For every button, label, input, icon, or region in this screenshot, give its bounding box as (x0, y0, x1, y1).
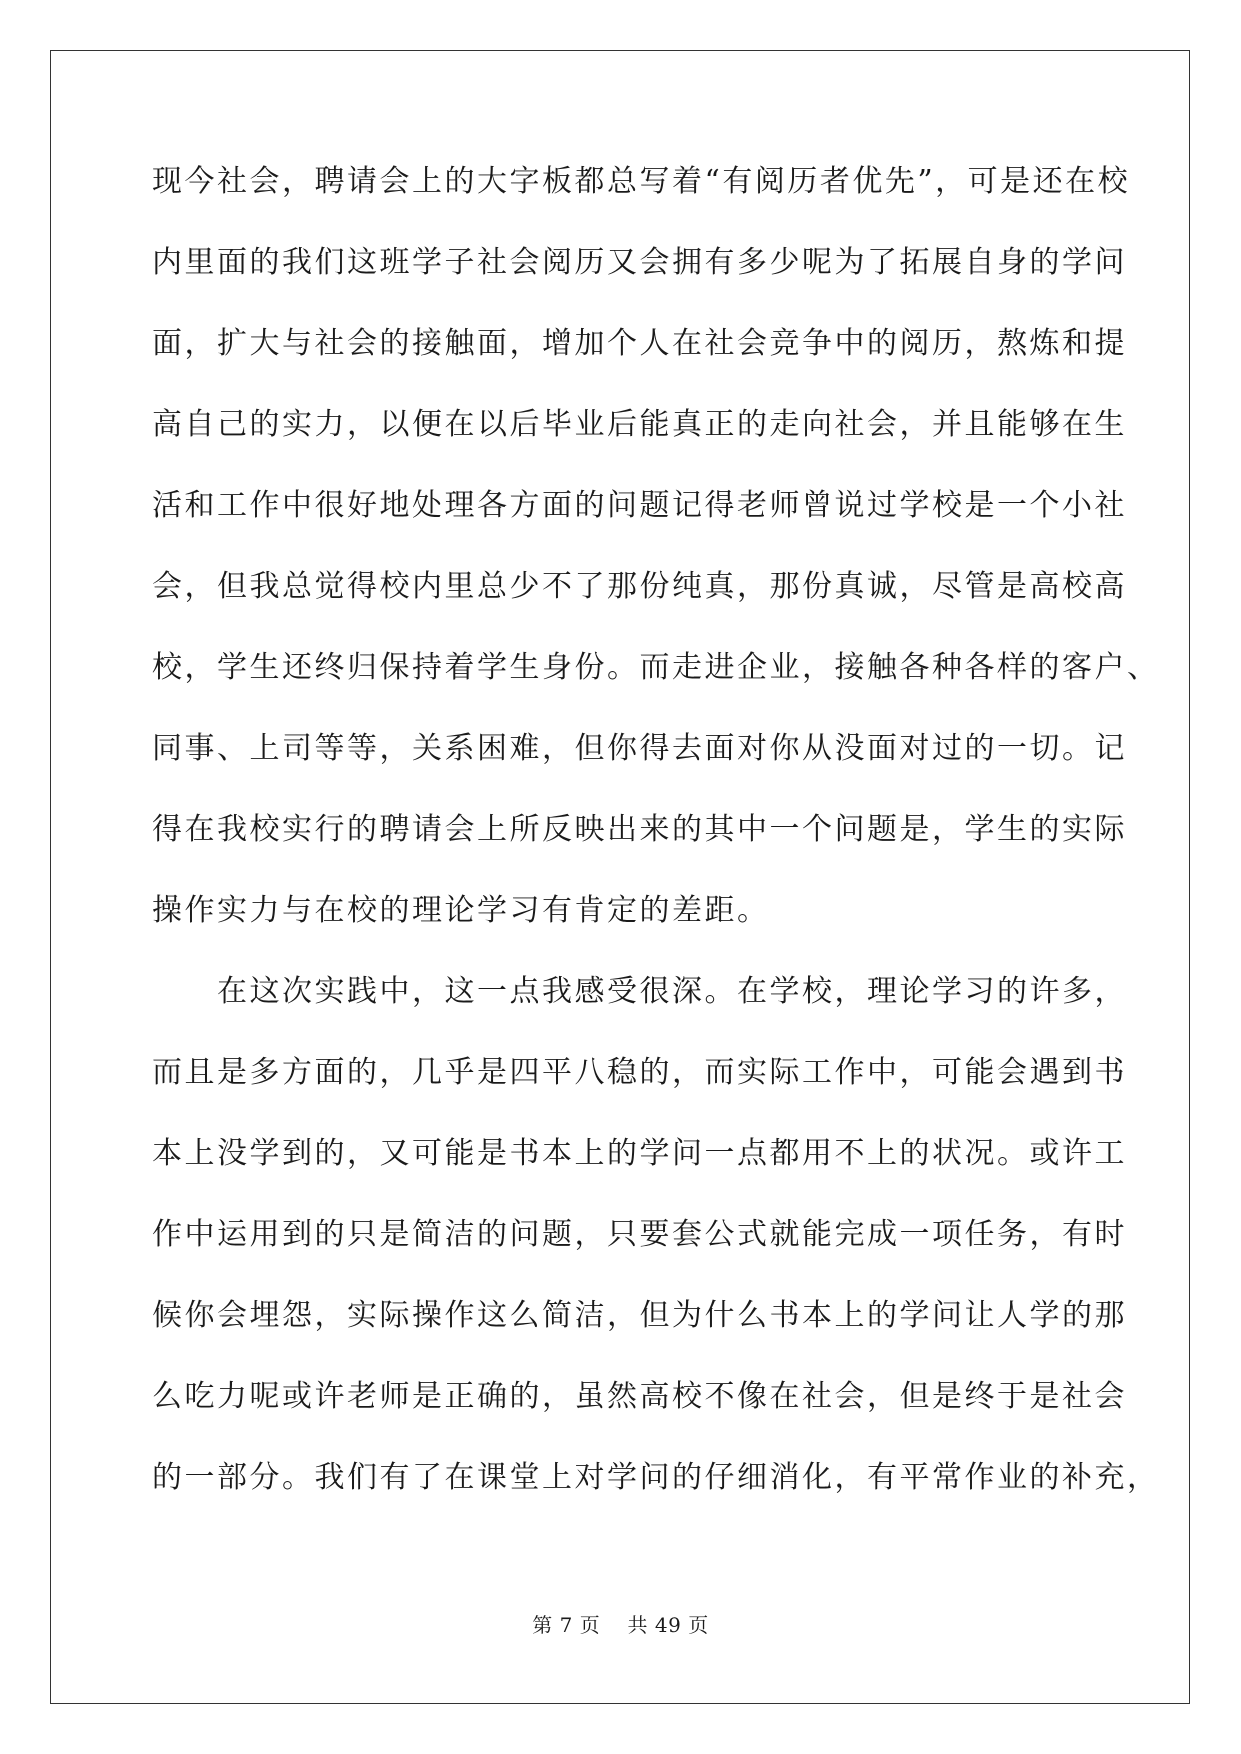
text-line: 现今社会，聘请会上的大字板都总写着“有阅历者优先”，可是还在校 (152, 164, 1131, 199)
text-line: 而且是多方面的，几乎是四平八稳的，而实际工作中，可能会遇到书 (152, 1055, 1127, 1090)
text-line: 么吃力呢或许老师是正确的，虽然高校不像在社会，但是终于是社会 (152, 1379, 1127, 1414)
text-line: 作中运用到的只是简洁的问题，只要套公式就能完成一项任务，有时 (152, 1217, 1127, 1252)
text-line: 会，但我总觉得校内里总少不了那份纯真，那份真诚，尽管是高校高 (152, 569, 1127, 604)
text-line: 高自己的实力，以便在以后毕业后能真正的走向社会，并且能够在生 (152, 407, 1127, 442)
text-line: 活和工作中很好地处理各方面的问题记得老师曾说过学校是一个小社 (152, 488, 1127, 523)
text-line: 操作实力与在校的理论学习有肯定的差距。 (152, 893, 770, 928)
text-line: 面，扩大与社会的接触面，增加个人在社会竞争中的阅历，熬炼和提 (152, 326, 1127, 361)
document-body (152, 162, 1160, 1539)
text-line: 的一部分。我们有了在课堂上对学问的仔细消化，有平常作业的补充， (152, 1460, 1160, 1495)
text-line: 内里面的我们这班学子社会阅历又会拥有多少呢为了拓展自身的学问 (152, 245, 1127, 280)
text-line: 得在我校实行的聘请会上所反映出来的其中一个问题是，学生的实际 (152, 812, 1127, 847)
page-number-footer: 第 7 页 共 49 页 (532, 1613, 709, 1637)
text-line: 同事、上司等等，关系困难，但你得去面对你从没面对过的一切。记 (152, 731, 1127, 766)
text-line: 候你会埋怨，实际操作这么简洁，但为什么书本上的学问让人学的那 (152, 1298, 1127, 1333)
text-line: 在这次实践中，这一点我感受很深。在学校，理论学习的许多， (152, 974, 1127, 1009)
text-line: 校，学生还终归保持着学生身份。而走进企业，接触各种各样的客户、 (152, 650, 1160, 685)
text-line: 本上没学到的，又可能是书本上的学问一点都用不上的状况。或许工 (152, 1136, 1127, 1171)
